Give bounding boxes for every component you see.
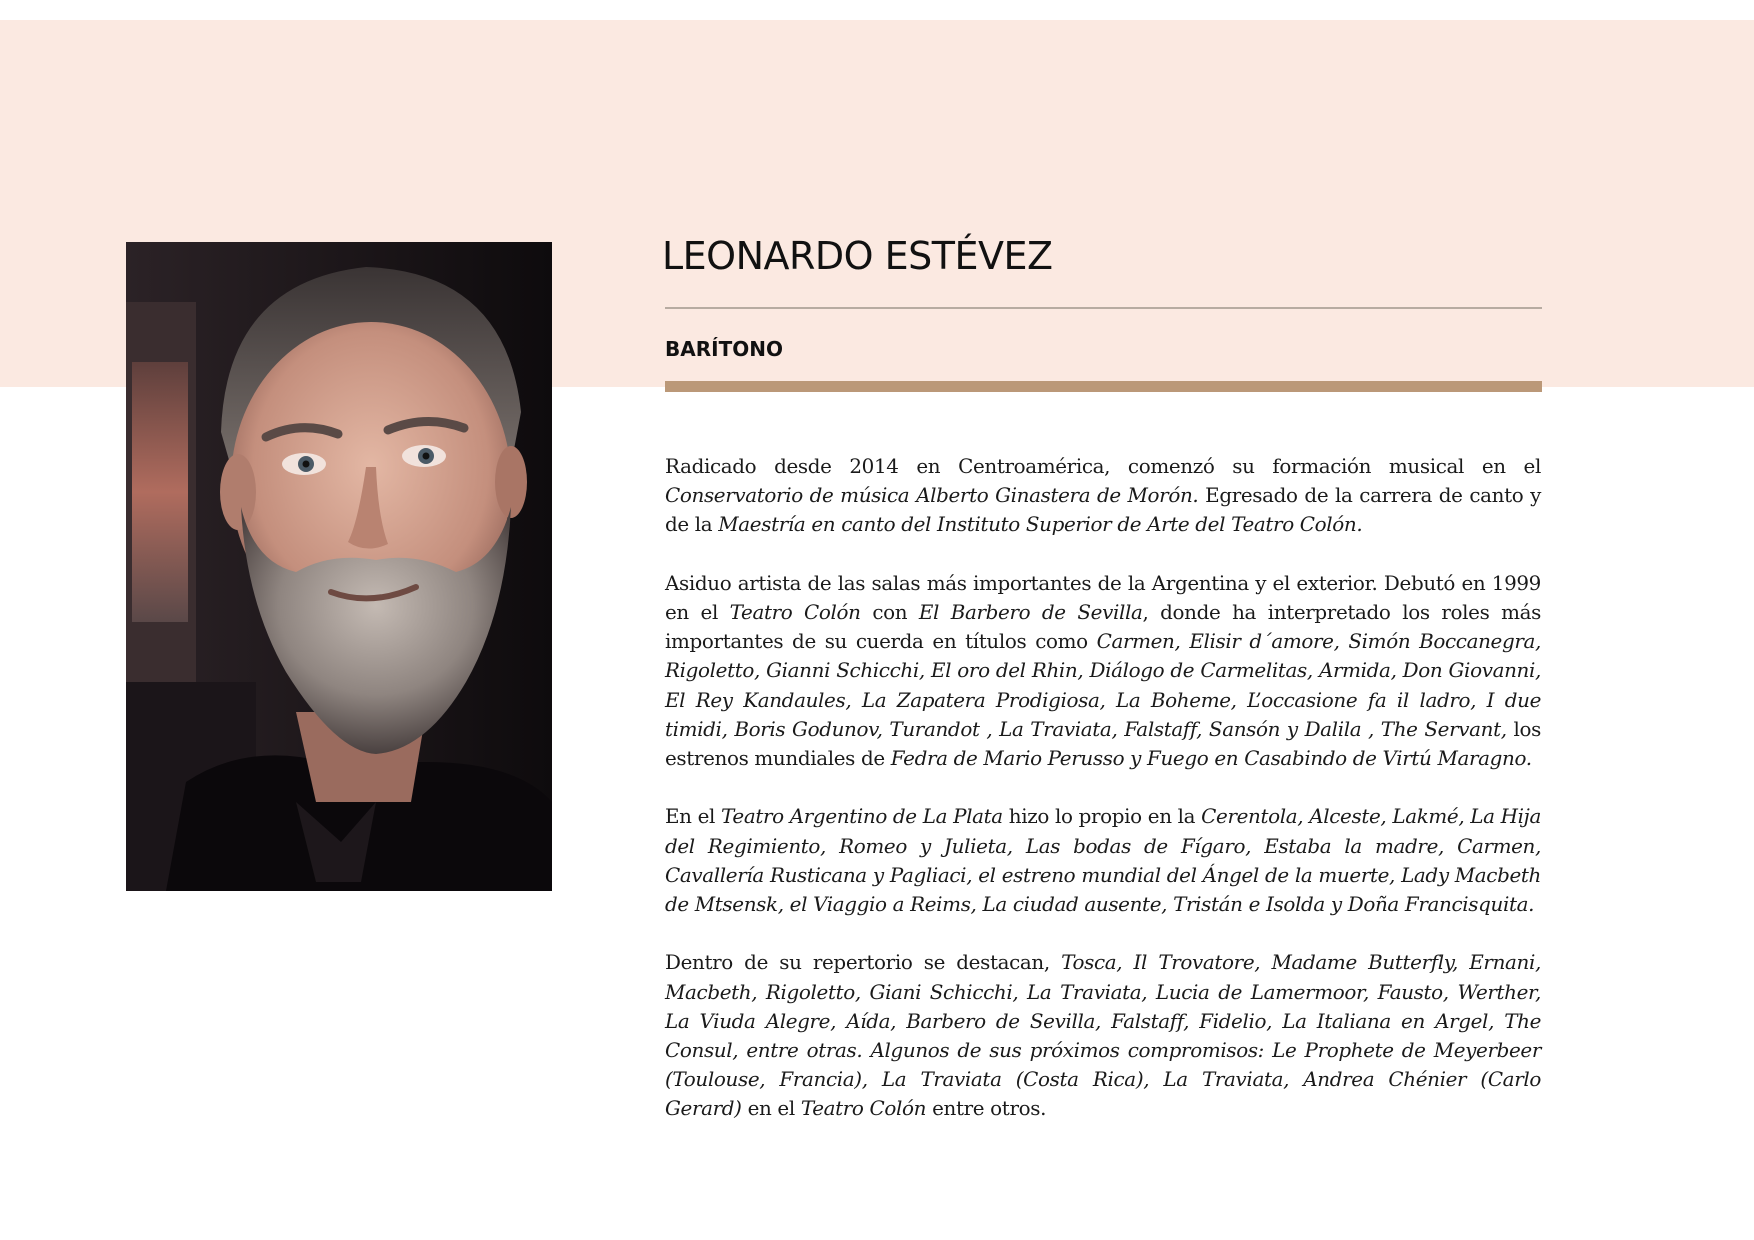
italic-title-text: Maestría en canto del Instituto Superior de Arte del Teatro Colón. [718, 513, 1363, 537]
bio-text: hizo lo propio en la [1002, 805, 1202, 829]
bio-text: Dentro de su repertorio se destacan, [665, 951, 1062, 975]
accent-bar [665, 381, 1542, 392]
bio-text: en el [741, 1097, 801, 1121]
italic-title-text: El Barbero de Sevilla [918, 601, 1143, 624]
portrait-illustration [126, 242, 552, 891]
bio-text: Asiduo artista de las salas más importantes de la Argentina y el exterior. Debutó en 1999 en el [665, 571, 1541, 624]
bio-text: entre otros. [926, 1097, 1047, 1121]
bio-text: Egresado de la carrera de canto y de la [665, 484, 1541, 537]
bio-text: con [860, 601, 919, 624]
bio-text: los estrenos mundiales de [665, 717, 1541, 771]
portrait-photo [126, 242, 552, 891]
bio-paragraph [665, 569, 1541, 773]
italic-title-text: Carmen, Elisir d´amore, Simón Boccanegra, Rigoletto, Gianni Schicchi, El oro del Rhin, Diálogo de Carmelitas, Armida, Don Giovanni, El Rey Kandaules, La Zapatera Prodigiosa, La Boheme, L’occasione fa il ladro, I due timidi, Boris Godunov, Turandot , La Traviata, Falstaff, Sansón y Dalila , The Servant, [665, 630, 1541, 741]
italic-title-text: Cerentola, Alceste, Lakmé, La Hija del Regimiento, Romeo y Julieta, Las bodas de Fígaro, Estaba la madre, Carmen, Cavallería Rusticana y Pagliaci, el estreno mundial del Ángel de la muerte, Lady Macbeth de Mtsensk, el Viaggio a Reims, La ciudad ausente, Tristán e Isolda y Doña Francisquita. [665, 805, 1541, 917]
bio-text: Radicado desde 2014 en Centroamérica, comenzó su formación musical en el [665, 455, 1541, 478]
bio-paragraph [665, 452, 1541, 540]
bio-paragraph [665, 802, 1541, 919]
bio-paragraph [665, 948, 1541, 1123]
italic-title-text: Fedra de Mario Perusso y Fuego en Casabindo de Virtú Maragno. [890, 747, 1532, 771]
artist-name: LEONARDO ESTÉVEZ [662, 234, 1053, 278]
italic-title-text: Teatro Argentino de La Plata [721, 805, 1003, 829]
italic-title-text: Teatro Colón [800, 1097, 927, 1121]
italic-title-text: Teatro Colón [729, 601, 861, 624]
bio-text: , donde ha interpretado los roles más importantes de su cuerda en títulos como [665, 601, 1541, 654]
voice-type: BARÍTONO [665, 337, 783, 361]
italic-title-text: Tosca, Il Trovatore, Madame Butterfly, Ernani, Macbeth, Rigoletto, Giani Schicchi, La Traviata, Lucia de Lamermoor, Fausto, Werther, La Viuda Alegre, Aída, Barbero de Sevilla, Falstaff, Fidelio, La Italiana en Argel, The Consul, entre otras. Algunos de sus próximos compromisos: Le Prophete de Meyerbeer (Toulouse, Francia), La Traviata (Costa Rica), La Traviata, Andrea Chénier (Carlo Gerard) [665, 951, 1541, 1121]
bio-text: En el [665, 805, 722, 829]
biography [665, 452, 1541, 1124]
italic-title-text: Conservatorio de música Alberto Ginastera de Morón. [665, 484, 1199, 508]
header-divider [665, 307, 1542, 309]
